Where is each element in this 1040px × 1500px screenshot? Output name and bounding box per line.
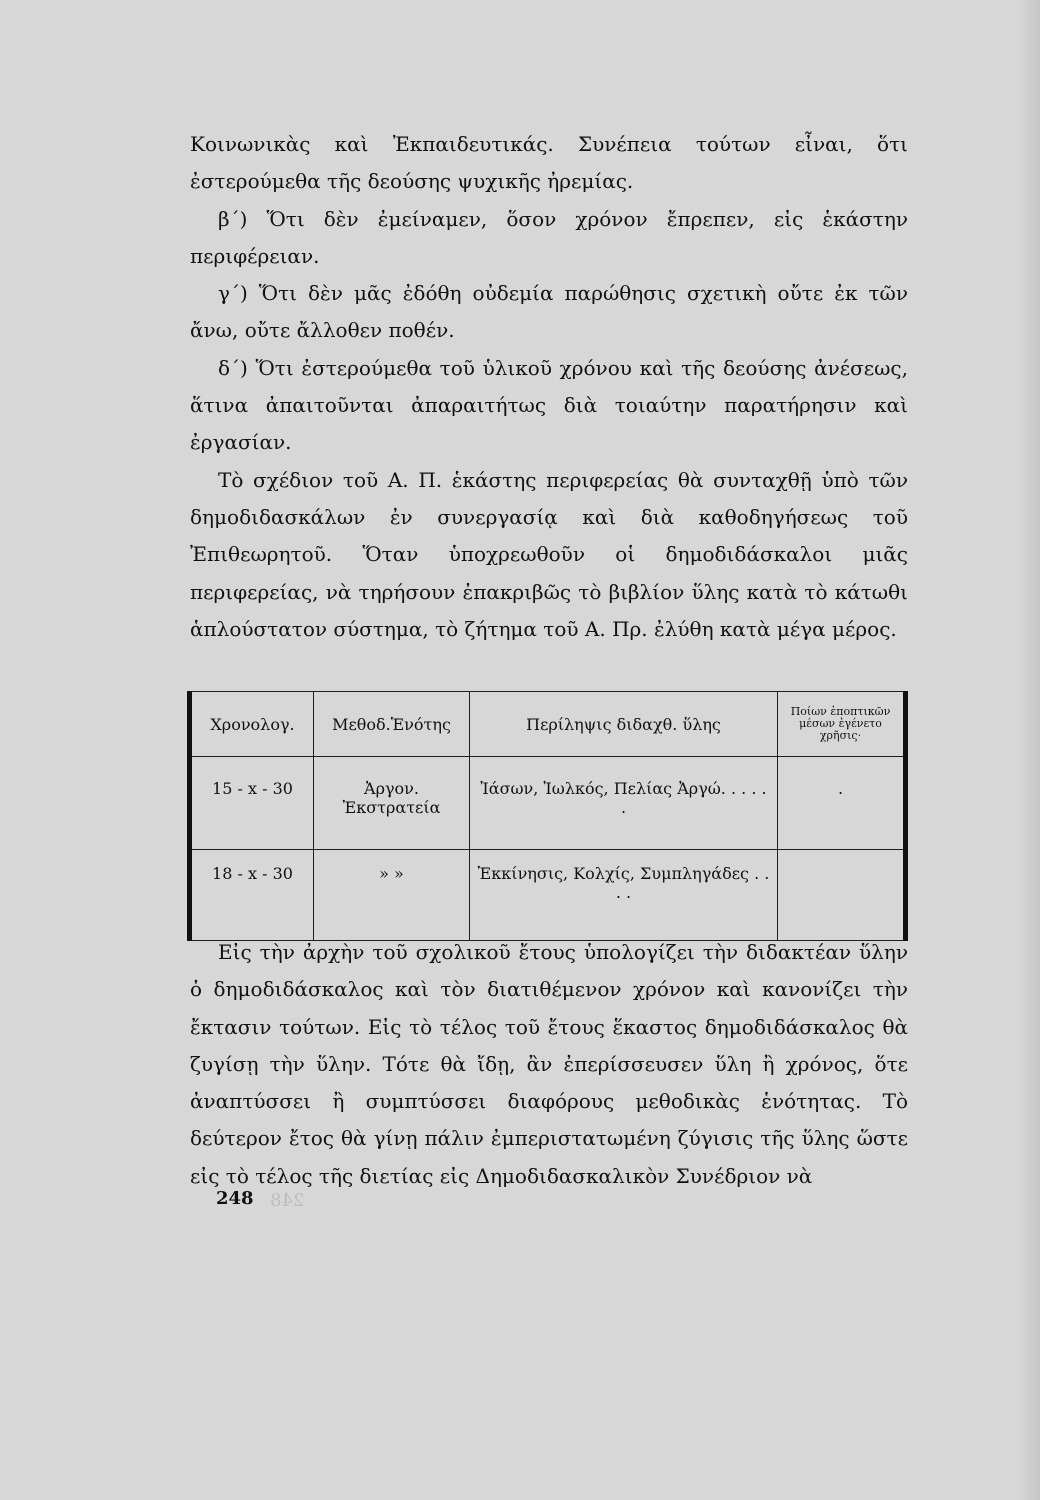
table-row [190,850,906,941]
row-1-unit: Ἀργον. Ἐκστρατεία [314,757,470,850]
paragraph-3: γ´) Ὅτι δὲν μᾶς ἐδόθη οὐδεμία παρώθησις σχετικὴ οὔτε ἐκ τῶν ἄνω, οὔτε ἄλλοθεν ποθέν. [190,281,908,343]
main-text-continued [190,934,908,1195]
header-aids: Ποίων ἐποπτικῶν μέσων ἐγένετο χρῆσις· [778,692,906,757]
paragraph-4: δ´) Ὅτι ἐστερούμεθα τοῦ ὑλικοῦ χρόνου καὶ τῆς δεούσης ἀνέσεως, ἅτινα ἀπαιτοῦνται ἀπαραιτήτως διὰ τοιαύτην παρατήρησιν καὶ ἐργασίαν. [190,355,908,455]
row-1-date: 15 - x - 30 [190,757,314,850]
faint-bleed-through-number: 248 [270,1190,305,1211]
paragraph-1: Κοινωνικὰς καὶ Ἐκπαιδευτικάς. Συνέπεια τούτων εἶναι, ὅτι ἐστερούμεθα τῆς δεούσης ψυχικῆς ἠρεμίας. [190,132,908,194]
paragraph-6: Εἰς τὴν ἀρχὴν τοῦ σχολικοῦ ἔτους ὑπολογίζει τὴν διδακτέαν ὕλην ὁ δημοδιδάσκαλος καὶ τὸν διατιθέμενον χρόνον καὶ κανονίζει τὴν ἔκτασιν τούτων. Εἰς τὸ τέλος τοῦ ἔτους ἕκαστος δημοδιδάσκαλος θὰ ζυγίσῃ τὴν ὕλην. Τότε θὰ ἴδῃ, ἂν ἐπερίσσευσεν ὕλη ἢ χρόνος, ὅτε ἀναπτύσσει ἢ συμπτύσσει διαφόρους μεθοδικὰς ἑνότητας. Τὸ δεύτερον ἔτος θὰ γίνῃ πάλιν ἐμπεριστατωμένη ζύγισις τῆς ὕλης ὥστε εἰς τὸ τέλος τῆς διετίας εἰς Δημοδιδασκαλικὸν Συνέδριον νὰ [190,940,908,1188]
row-1-summary: Ἰάσων, Ἰωλκός, Πελίας Ἀργώ. . . . . . [470,757,778,850]
table-header-row [190,692,906,757]
schedule-table [187,691,908,941]
table-row [190,757,906,850]
page-number: 248 [216,1188,254,1209]
paragraph-5: Τὸ σχέδιον τοῦ Α. Π. ἑκάστης περιφερείας θὰ συνταχθῇ ὑπὸ τῶν δημοδιδασκάλων ἐν συνεργασίᾳ καὶ διὰ καθοδηγήσεως τοῦ Ἐπιθεωρητοῦ. Ὅταν ὑποχρεωθοῦν οἱ δημοδιδάσκαλοι μιᾶς περιφερείας, νὰ τηρήσουν ἐπακριβῶς τὸ βιβλίον ὕλης κατὰ τὸ κάτωθι ἁπλούστατον σύστημα, τὸ ζήτημα τοῦ Α. Πρ. ἐλύθη κατὰ μέγα μέρος. [190,467,908,641]
schedule-table-wrapper [187,691,903,905]
paragraph-2: β´) Ὅτι δὲν ἐμείναμεν, ὅσον χρόνον ἔπρεπεν, εἰς ἑκάστην περιφέρειαν. [190,206,908,268]
row-2-unit: » » [314,850,470,941]
header-date: Χρονολογ. [190,692,314,757]
row-2-aids [778,850,906,941]
header-summary: Περίληψις διδαχθ. ὕλης [470,692,778,757]
header-method-unit: Μεθοδ.Ἑνότης [314,692,470,757]
row-2-date: 18 - x - 30 [190,850,314,941]
row-2-summary: Ἐκκίνησις, Κολχίς, Συμπληγάδες . . . . [470,850,778,941]
page-edge-shadow [1018,0,1040,1500]
main-text [190,126,908,648]
row-1-aids: . [778,757,906,850]
